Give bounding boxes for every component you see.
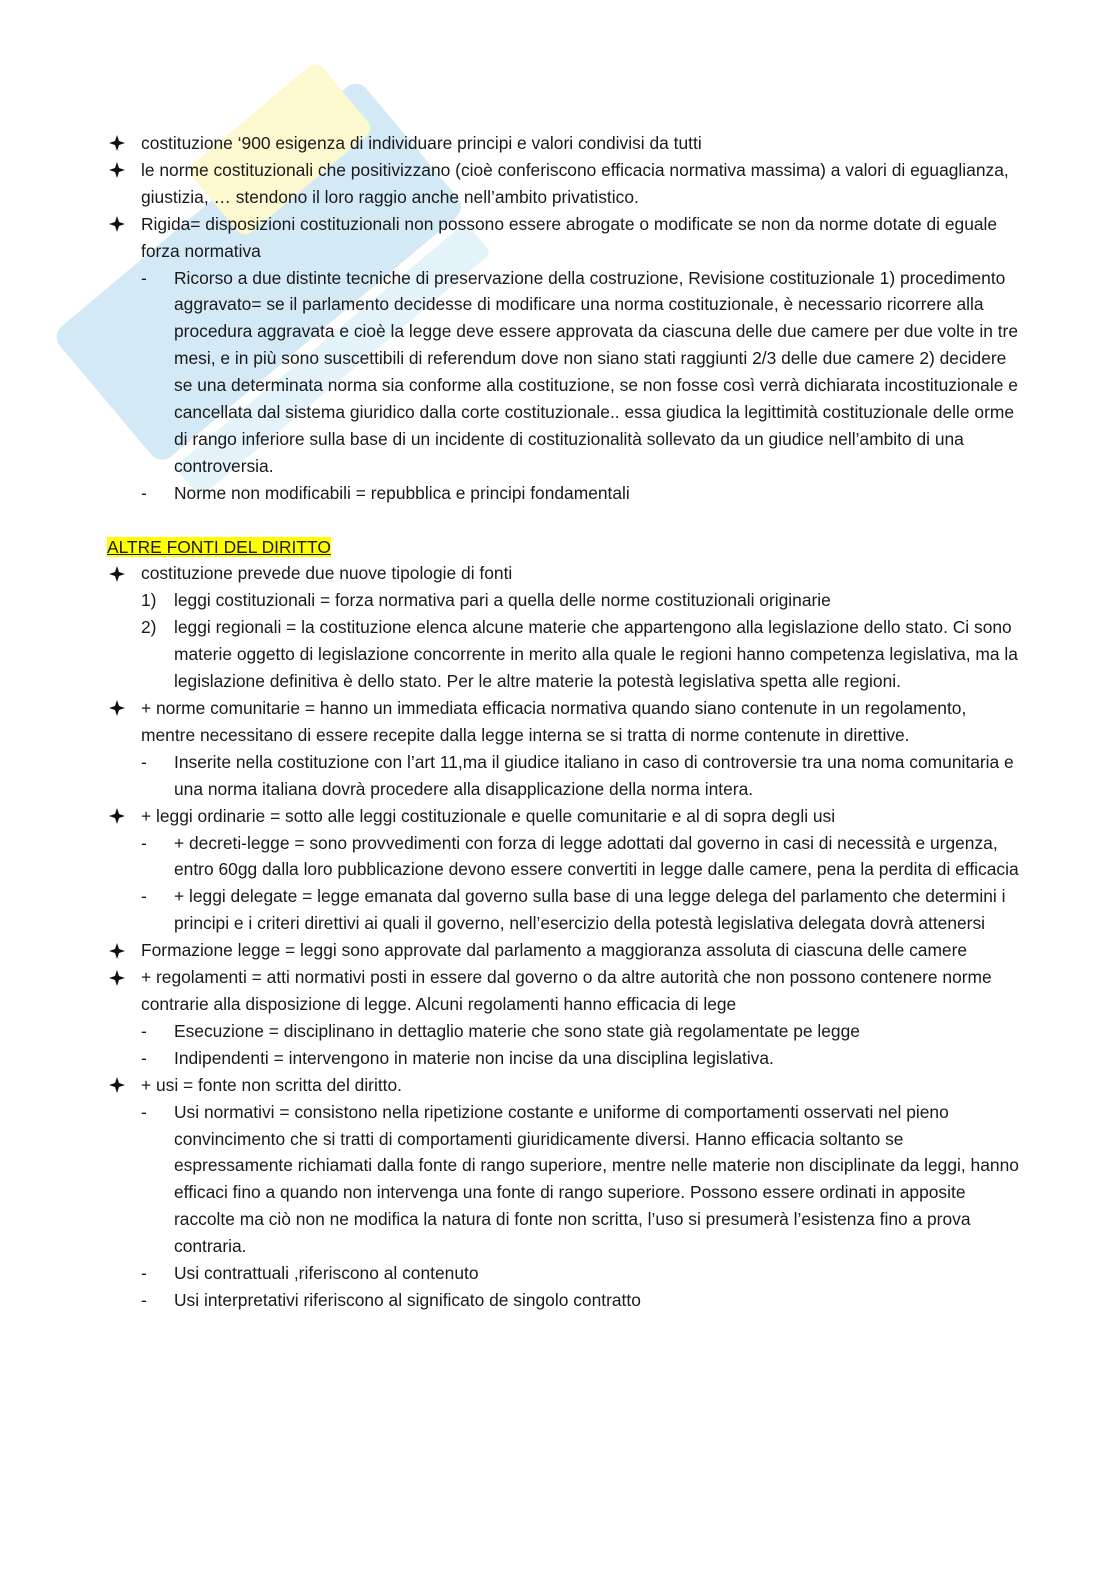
bullet-item [0,937,1116,964]
bullet-item [0,157,1116,211]
bullet-item [0,130,1116,157]
sub-item [0,1099,1116,1260]
number-marker: 2) [141,617,157,638]
dash-marker: - [141,1263,147,1284]
sub-item [0,265,1116,480]
sub-item [0,749,1116,803]
sub-item [0,1287,1116,1314]
dash-marker: - [141,1101,147,1122]
bullet-text: le norme costituzionali che positivizzano (cioè conferiscono efficacia normativa massima) a valori di eguaglianza, giustizia, … stendono il loro raggio anche nell’ambito privatistico. [141,159,1009,207]
sub-item [0,830,1116,884]
sub-item-text: Usi normativi = consistono nella ripetizione costante e uniforme di comportamenti osservati nel pieno convincimento che si tratti di comportamenti giuridicamente diversi. Hanno efficacia soltanto se espressamente richiamati dalla fonte di rango superiore, mentre nelle materie non disciplinate da leggi, hanno efficaci fino a quando non intervenga una fonte di rango superiore. Possono essere ordinati in apposite raccolte ma ciò non ne modifica la natura di fonte non scritta, l’uso si presumerà l’esistenza fino a prova contraria. [174,1101,1019,1257]
sub-item-text: Usi interpretativi riferiscono al significato de singolo contratto [174,1289,641,1310]
numbered-item-text: leggi costituzionali = forza normativa pari a quella delle norme costituzionali originarie [174,590,831,611]
dash-marker: - [141,751,147,772]
bullet-text: costituzione ‘900 esigenza di individuare principi e valori condivisi da tutti [141,133,702,153]
diamond-bullet-icon [107,937,127,964]
diamond-bullet-icon [107,211,127,238]
dash-marker: - [141,1047,147,1068]
sub-item-text: + leggi delegate = legge emanata dal governo sulla base di una legge delega del parlamento che determini i principi e i criteri direttivi ai quali il governo, nell’esercizio della potestà legislativa delegata dovrà attenersi [174,886,1006,934]
diamond-bullet-icon [107,560,127,587]
sub-item-text: Inserite nella costituzione con l’art 11,ma il giudice italiano in caso di controversie tra una noma comunitaria e una norma italiana dovrà procedere alla disapplicazione della norma intera. [174,751,1014,799]
diamond-bullet-icon [107,695,127,722]
diamond-bullet-icon [107,964,127,991]
numbered-item [0,587,1116,614]
bullet-text: Formazione legge = leggi sono approvate dal parlamento a maggioranza assoluta di ciascuna delle camere [141,940,968,961]
bullet-item [0,803,1116,830]
number-marker: 1) [141,590,157,611]
bullet-text: + norme comunitarie = hanno un immediata efficacia normativa quando siano contenute in un regolamento, mentre necessitano di essere recepite dalla legge interna se si tratta di norme contenute in direttive. [141,698,967,745]
sub-item [0,480,1116,507]
numbered-item [0,614,1116,695]
bullet-item [0,560,1116,587]
bullet-item [0,211,1116,265]
bullet-text: + regolamenti = atti normativi posti in essere dal governo o da altre autorità che non possono contenere norme contrarie alla disposizione di legge. Alcuni regolamenti hanno efficacia di lege [141,967,992,1014]
sub-item [0,883,1116,937]
dash-marker: - [141,1020,147,1041]
sub-item-text: Indipendenti = intervengono in materie non incise da una disciplina legislativa. [174,1047,774,1068]
diamond-bullet-icon [107,130,127,157]
bullet-text: + leggi ordinarie = sotto alle leggi costituzionale e quelle comunitarie e al di sopra degli usi [141,805,836,826]
sub-item [0,1018,1116,1045]
dash-marker: - [141,832,147,853]
bullet-text: costituzione prevede due nuove tipologie di fonti [141,563,513,584]
dash-marker: - [141,886,147,907]
diamond-bullet-icon [107,803,127,830]
sub-item [0,1260,1116,1287]
sub-item [0,1045,1116,1072]
diamond-bullet-icon [107,157,127,184]
sub-item-text: Ricorso a due distinte tecniche di preservazione della costruzione, Revisione costituzionale 1) procedimento aggravato= se il parlamento decidesse di modificare una norma costituzionale, è necessario ricorrere alla procedura aggravata e cioè la legge deve essere approvata da ciascuna delle due camere per due volte in tre mesi, e in più sono suscettibili di referendum dove non siano stati raggiunti 2/3 delle due camere 2) decidere se una determinata norma sia conforme alla costituzione, se non fosse così verrà dichiarata incostituzionale e cancellata dal sistema giuridico dalla corte costituzionale.. essa giudica la legittimità costituzionale delle orme di rango inferiore sulla base di un incidente di costituzionalità sollevato da un giudice nell’ambito di una controversia. [174,267,1018,476]
sub-item-text: + decreti-legge = sono provvedimenti con forza di legge adottati dal governo in casi di necessità e urgenza, entro 60gg dalla loro pubblicazione devono essere convertiti in legge dalle camere, pena la perdita di efficacia [174,832,1019,880]
bullet-item [0,1072,1116,1099]
sub-item-text: Esecuzione = disciplinano in dettaglio materie che sono state già regolamentate pe legge [174,1020,860,1041]
sub-item-text: Norme non modificabili = repubblica e principi fondamentali [174,482,630,503]
bullet-text: + usi = fonte non scritta del diritto. [141,1074,403,1095]
bullet-item [0,964,1116,1018]
sub-item-text: Usi contrattuali ,riferiscono al contenuto [174,1263,479,1284]
bullet-item [0,695,1116,749]
diamond-bullet-icon [107,1072,127,1099]
section-heading: ALTRE FONTI DEL DIRITTO [107,536,331,557]
dash-marker: - [141,482,147,503]
bullet-text: Rigida= disposizioni costituzionali non possono essere abrogate o modificate se non da norme dotate di eguale forza normativa [141,213,998,261]
dash-marker: - [141,1289,147,1310]
numbered-item-text: leggi regionali = la costituzione elenca alcune materie che appartengono alla legislazione dello stato. Ci sono materie oggetto di legislazione concorrente in merito alla quale le regioni hanno competenza legislativa, ma la legislazione definitiva è dello stato. Per le altre materie la potestà legislativa spetta alle regioni. [174,617,1018,692]
document-page [0,130,1116,1314]
dash-marker: - [141,267,147,288]
